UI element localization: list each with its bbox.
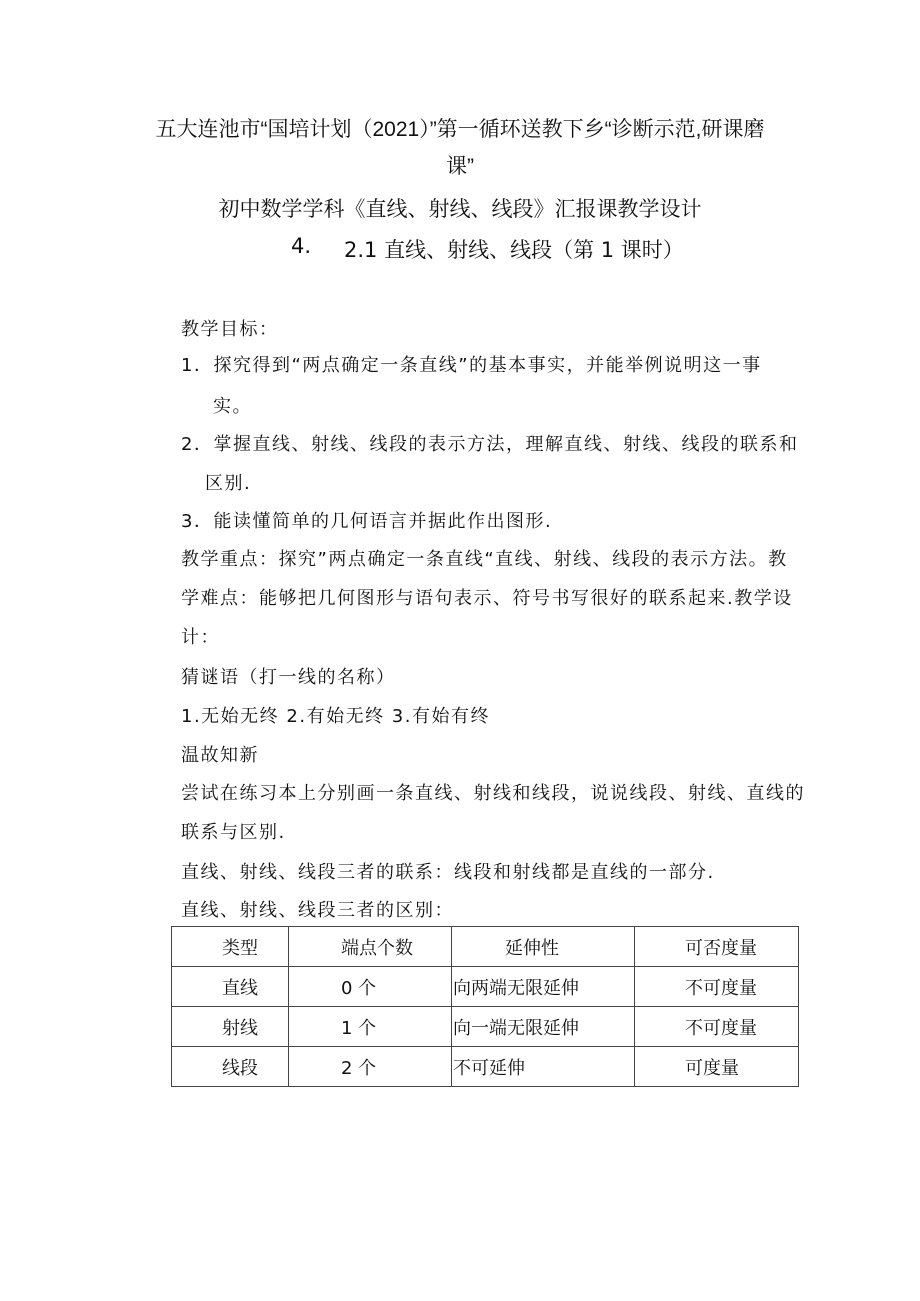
- lesson-number: 4.: [291, 234, 312, 258]
- title-line-2: 课”: [446, 155, 474, 178]
- body-line: 直线、射线、线段三者的联系：线段和射线都是直线的一部分.: [181, 862, 715, 883]
- table-cell: 直线: [172, 967, 289, 1007]
- table-cell: 1 个: [289, 1007, 452, 1047]
- table-cell: 不可延伸: [452, 1047, 635, 1087]
- table-cell: 向两端无限延伸: [452, 967, 635, 1007]
- table-cell: 2 个: [289, 1047, 452, 1087]
- header-cell: 可否度量: [635, 927, 799, 967]
- header-cell: 端点个数: [289, 927, 452, 967]
- body-line: 联系与区别.: [181, 822, 286, 843]
- body-line: 学难点：能够把几何图形与语句表示、符号书写很好的联系起来.教学设: [181, 588, 793, 609]
- body-line: 区别.: [205, 473, 252, 494]
- table-cell: 不可度量: [635, 967, 799, 1007]
- body-line: 尝试在练习本上分别画一条直线、射线和线段，说说线段、射线、直线的: [181, 783, 805, 804]
- body-line: 2．掌握直线、射线、线段的表示方法，理解直线、射线、线段的联系和: [181, 434, 799, 455]
- table-row: [172, 1047, 799, 1087]
- table-row: [172, 967, 799, 1007]
- header-cell: 类型: [172, 927, 289, 967]
- table-cell: 线段: [172, 1047, 289, 1087]
- table-cell: 射线: [172, 1007, 289, 1047]
- body-line: 3．能读懂简单的几何语言并据此作出图形.: [181, 511, 553, 532]
- table-cell: 0 个: [289, 967, 452, 1007]
- table-row: [172, 1007, 799, 1047]
- body-line: 猜谜语（打一线的名称）: [181, 667, 396, 688]
- title-line-1: 五大连池市“国培计划（2021）”第一循环送教下乡“诊断示范,研课磨: [155, 118, 765, 141]
- body-line: 教学重点：探究”两点确定一条直线“直线、射线、线段的表示方法。教: [181, 549, 788, 570]
- table-cell: 可度量: [635, 1047, 799, 1087]
- table-header-row: [172, 927, 799, 967]
- comparison-table: [171, 926, 799, 1087]
- lesson-title: 2.1 直线、射线、线段（第 1 课时）: [344, 238, 684, 262]
- body-line: 1．探究得到“两点确定一条直线”的基本事实，并能举例说明这一事: [181, 355, 762, 376]
- body-line: 温故知新: [181, 745, 259, 766]
- subtitle: 初中数学学科《直线、射线、线段》汇报课教学设计: [218, 198, 702, 221]
- body-line: 实。: [213, 396, 252, 417]
- body-line: 直线、射线、线段三者的区别：: [181, 900, 454, 921]
- body-line: 计：: [181, 627, 220, 648]
- table-cell: 向一端无限延伸: [452, 1007, 635, 1047]
- body-line: 1.无始无终 2.有始无终 3.有始有终: [181, 706, 490, 727]
- body-line: 教学目标：: [181, 319, 279, 340]
- table-cell: 不可度量: [635, 1007, 799, 1047]
- header-cell: 延伸性: [452, 927, 635, 967]
